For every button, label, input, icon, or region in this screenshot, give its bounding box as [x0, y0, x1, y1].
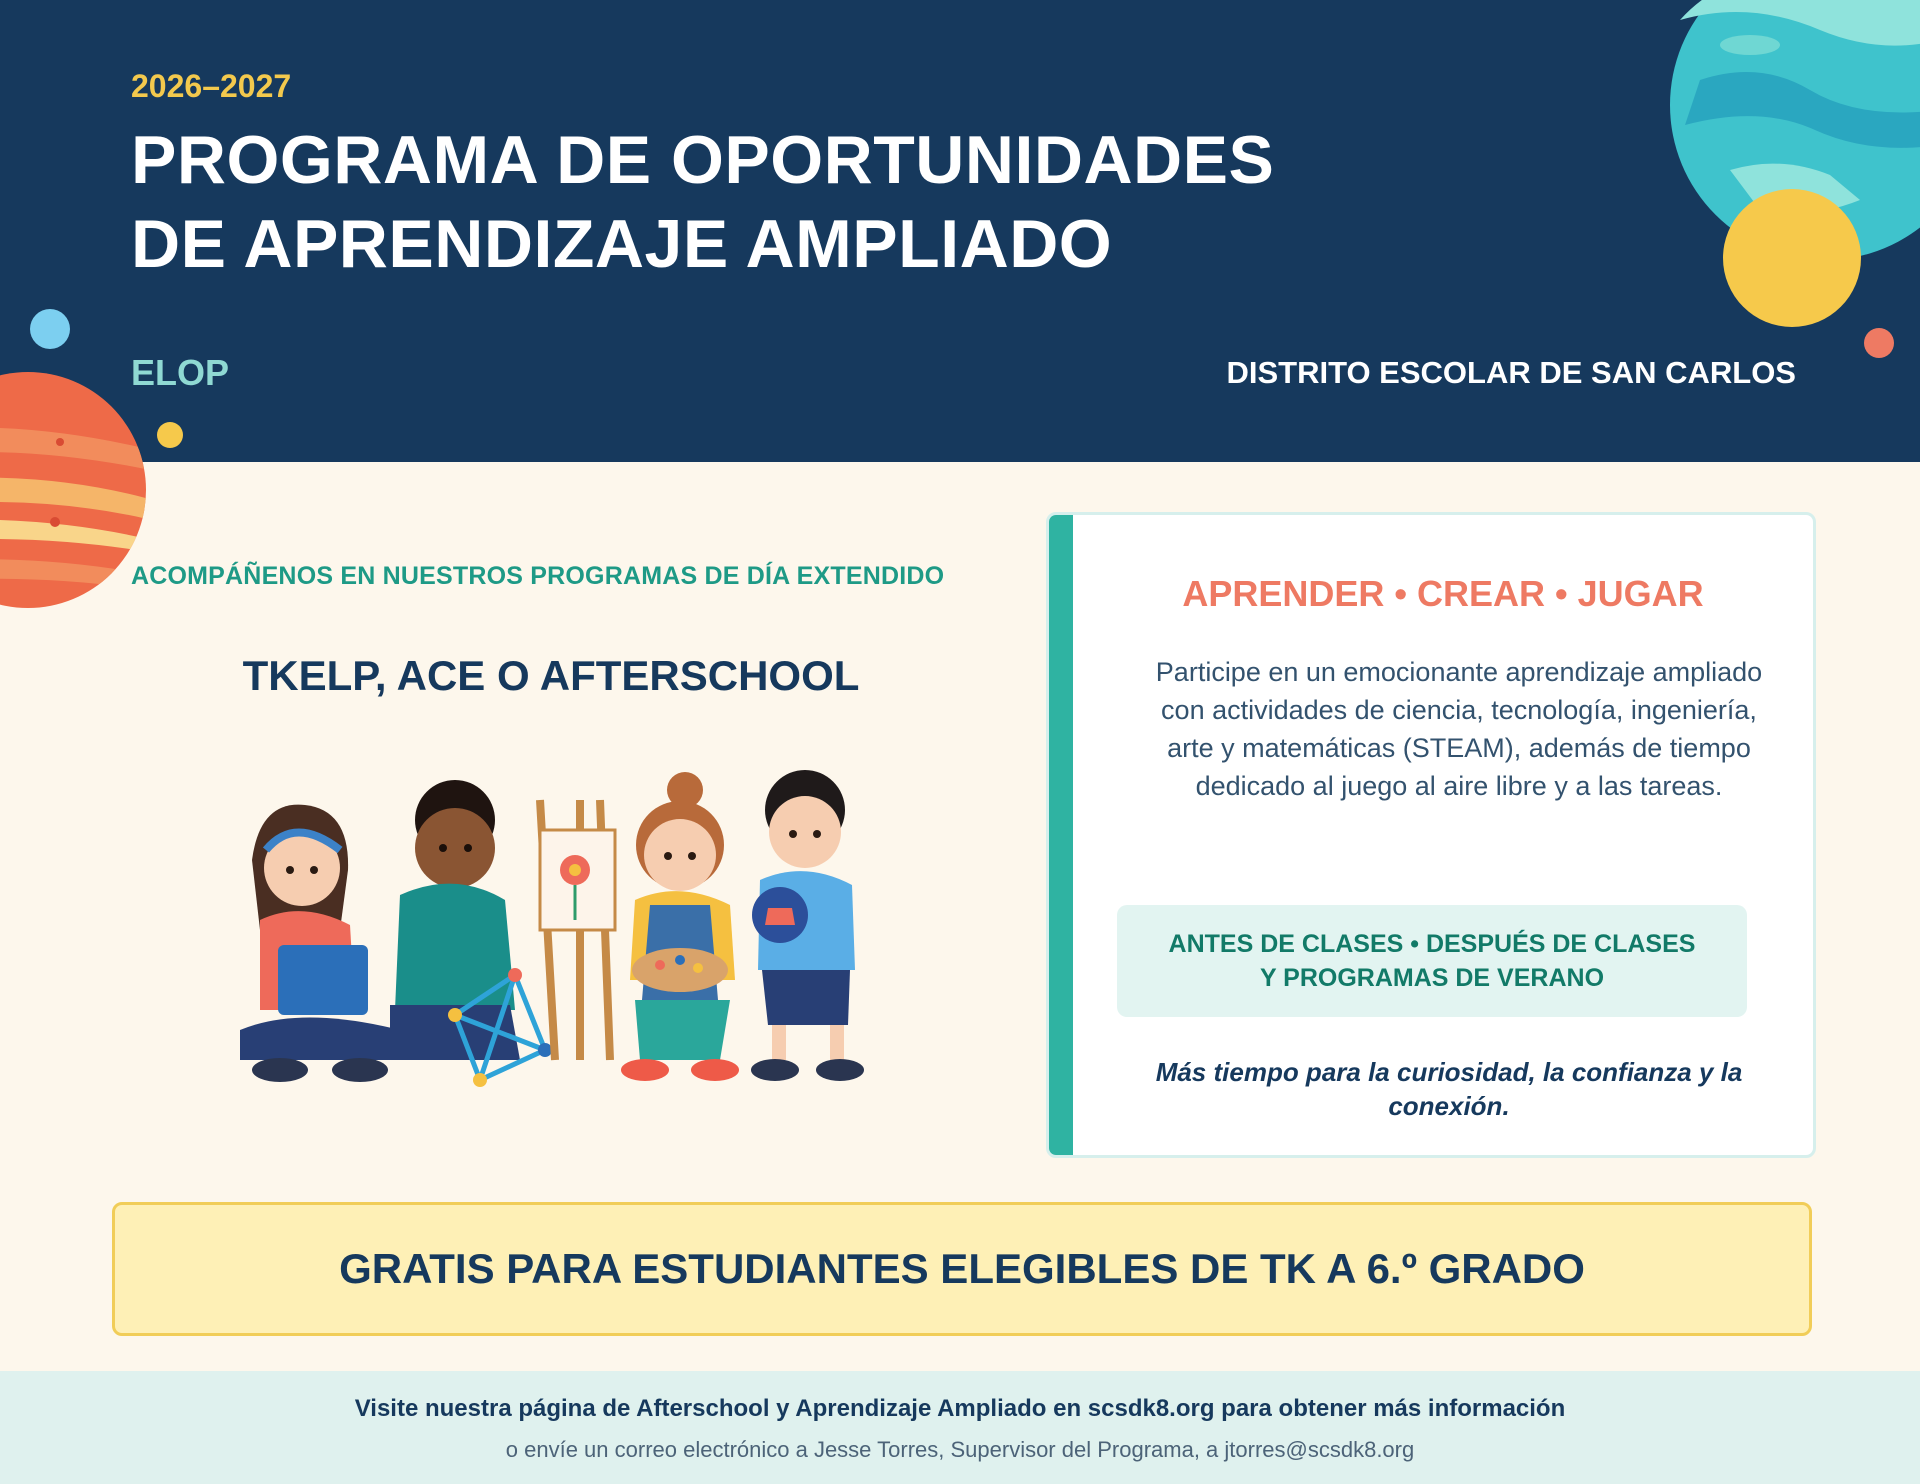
coral-dot-icon — [1862, 326, 1896, 360]
title-line-1: PROGRAMA DE OPORTUNIDADES — [131, 122, 1275, 198]
program-names: TKELP, ACE O AFTERSCHOOL — [242, 652, 860, 699]
eligibility-banner — [112, 1202, 1812, 1336]
card-tagline: APRENDER • CREAR • JUGAR — [1182, 573, 1704, 614]
yellow-dot-icon — [156, 421, 184, 449]
blue-dot-icon — [28, 307, 72, 351]
page-title — [131, 118, 1431, 286]
striped-planet-icon — [0, 372, 148, 608]
header-banner — [0, 0, 1920, 462]
title-line-2: DE APRENDIZAJE AMPLIADO — [131, 206, 1113, 282]
eligibility-text: GRATIS PARA ESTUDIANTES ELEGIBLES DE TK A 6.º GRADO — [339, 1245, 1585, 1292]
easel-figure — [540, 800, 615, 1060]
schedule-line-1: ANTES DE CLASES • DESPUÉS DE CLASES — [1168, 930, 1696, 958]
district-name: DISTRITO ESCOLAR DE SAN CARLOS — [1226, 355, 1796, 390]
children-illustration — [240, 760, 880, 1120]
girl-painting-figure — [621, 772, 739, 1081]
girl-reading-figure — [240, 805, 400, 1082]
info-card — [1046, 512, 1816, 1158]
join-headline: ACOMPÁÑENOS EN NUESTROS PROGRAMAS DE DÍA EXTENDIDO — [131, 562, 945, 590]
schedule-box — [1117, 905, 1747, 1017]
yellow-planet-icon — [1720, 186, 1864, 330]
footer — [0, 1371, 1920, 1484]
footer-contact-info: o envíe un correo electrónico a Jesse Torres, Supervisor del Programa, a jtorres@scsdk8.org — [505, 1437, 1415, 1462]
boy-with-ball-figure — [751, 770, 864, 1081]
card-motto: Más tiempo para la curiosidad, la confianza y la conexión. — [1155, 1057, 1743, 1121]
footer-website-info: Visite nuestra página de Afterschool y Aprendizaje Ampliado en scsdk8.org para obtener más información — [354, 1395, 1566, 1422]
card-description: Participe en un emocionante aprendizaje ampliado con actividades de ciencia, tecnología, ingeniería, arte y matemáticas (STEAM), además de tiempo dedicado al juego al aire libre y a las tareas. — [1155, 657, 1763, 801]
card-accent-bar — [1049, 515, 1073, 1155]
school-year: 2026–2027 — [131, 68, 292, 104]
schedule-line-2: Y PROGRAMAS DE VERANO — [1259, 964, 1605, 992]
program-acronym: ELOP — [131, 352, 230, 393]
boy-building-figure — [390, 780, 552, 1087]
